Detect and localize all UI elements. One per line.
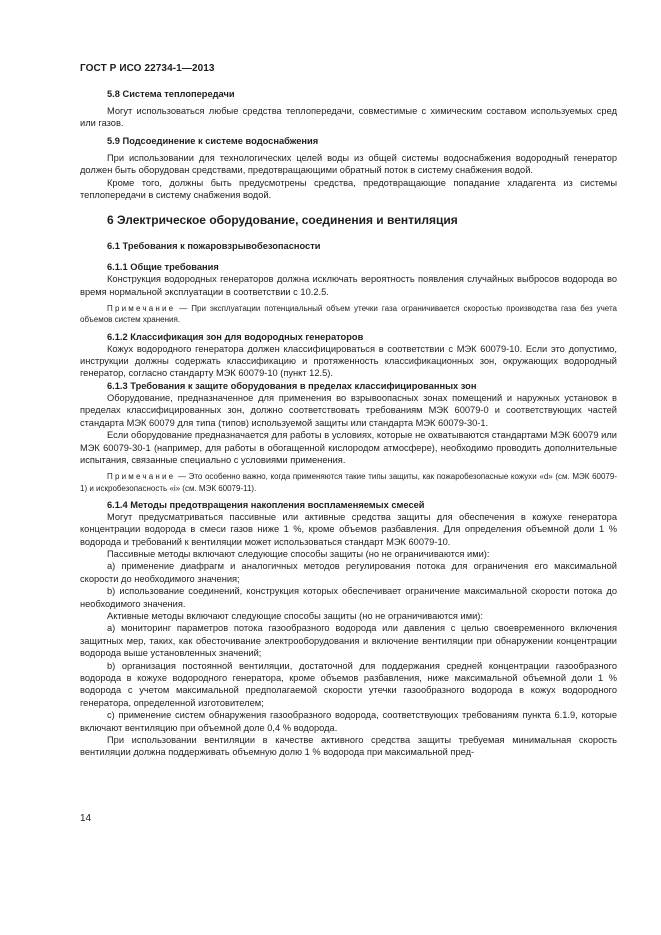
section-6-1-2-title: 6.1.2 Классификация зон для водородных генераторов (107, 331, 364, 342)
section-6-1-3-paragraph-2: Если оборудование предназначается для работы в условиях, которые не охватываются стандартами МЭК 60079 или МЭК 60079-30-1 (например, для работы в обогащенной кислородом атмосфере), необходимо проводить дополнительные испытания, связанные специально с условиями применения. (80, 430, 617, 465)
section-6-1-3-note (80, 471, 617, 493)
note-text: — Это особенно важно, когда применяются такие типы защиты, как пожаробезопасные кожухи «d» (см. МЭК 60079-1) и искробезопасность «i» (см. МЭК 60079-11). (80, 472, 617, 493)
section-6-1-4-paragraph-3: Активные методы включают следующие способы защиты (но не ограничиваются ими): (107, 610, 483, 621)
note-label: Примечание (107, 472, 176, 482)
section-6-1-1-title: 6.1.1 Общие требования (107, 262, 219, 273)
section-6-1-4-paragraph-4: При использовании вентиляции в качестве активного средства защиты требуемая минимальная скорость вентиляции должна поддерживать объемную долю 1 % водорода при максимальной пред- (80, 735, 617, 758)
section-6-1-title: 6.1 Требования к пожаровзрывобезопасности (107, 241, 321, 252)
page-number: 14 (80, 813, 92, 824)
section-6-1-4-paragraph-2: Пассивные методы включают следующие способы защиты (но не ограничиваются ими): (107, 548, 490, 559)
section-6-title: 6 Электрическое оборудование, соединения и вентиляция (107, 213, 458, 228)
section-6-1-4-paragraph-1: Могут предусматриваться пассивные или активные средства защиты для обеспечения в кожухе генератора концентрации водорода в смеси газов ниже 1 %, кроме объемов разбавления. Для определения объемной доли 1 % водорода и требований к вентиляции может использоваться стандарт МЭК 60079-10. (80, 511, 617, 547)
section-6-1-4-item-a-passive: а) применение диафрагм и аналогичных методов регулирования потока для ограничения его максимальной скорости до необходимого значения; (80, 561, 617, 584)
section-5-8-paragraph: Могут использоваться любые средства теплопередачи, совместимые с химическим составом используемых сред или газов. (80, 106, 617, 129)
section-6-1-4-item-b-passive: b) использование соединений, конструкция которых обеспечивает ограничение максимальной скорости потока до необходимого значения. (80, 586, 617, 609)
section-6-1-4-item-b-active: b) организация постоянной вентиляции, достаточной для поддержания средней концентрации газообразного водорода в кожухе водородного генератора, кроме объемов разбавления, ниже максимальной объемной доли 1 % водорода с учетом максимальной предполагаемой скорости утечки газообразного водорода в кожух водородного генератора, определенной изготовителем; (80, 660, 617, 708)
section-5-9-paragraph-1: При использовании для технологических целей воды из общей системы водоснабжения водородный генератор должен быть оборудован средствами, предотвращающими обратный поток в систему снабжения водой. (80, 152, 617, 176)
section-6-1-1-note (80, 303, 617, 325)
section-6-1-4-item-c-active: с) применение систем обнаружения газообразного водорода, соответствующих требованиям пункта 6.1.9, которые включают вентиляцию при объемной доле 0,4 % водорода. (80, 710, 617, 733)
section-6-1-3-title: 6.1.3 Требования к защите оборудования в пределах классифицированных зон (107, 380, 477, 391)
section-6-1-2-paragraph: Кожух водородного генератора должен классифицироваться в соответствии с МЭК 60079-10. Если это допустимо, инструкции должны содержать классификацию и протяженность классификационных зон, окружающих водородный генератор, согласно стандарту МЭК 60079-10 (пункт 12.5). (80, 343, 617, 379)
page-content (80, 85, 617, 759)
section-5-9-paragraph-2: Кроме того, должны быть предусмотрены средства, предотвращающие попадание хладагента из системы теплопередачи в систему снабжения водой. (80, 177, 617, 201)
section-5-8-title: 5.8 Система теплопередачи (107, 89, 235, 99)
section-5-9-title: 5.9 Подсоединение к системе водоснабжения (107, 135, 319, 146)
section-6-1-4-title: 6.1.4 Методы предотвращения накопления воспламеняемых смесей (107, 499, 425, 510)
document-header: ГОСТ Р ИСО 22734-1—2013 (80, 63, 215, 74)
section-6-1-3-paragraph-1: Оборудование, предназначенное для применения во взрывоопасных зонах помещений и наружных установок в пределах классифицированных зон, должно соответствовать требованиям МЭК 60079-0 и соответствующих частей стандарта МЭК 60079 для типа (типов) используемой защиты или стандарта МЭК 60079-30-1. (80, 392, 617, 428)
note-label: Примечание (107, 304, 176, 314)
note-text: — При эксплуатации потенциальный объем утечки газа ограничивается скоростью производства газа без учета объемов систем хранения. (80, 304, 617, 325)
section-6-1-4-item-a-active: а) мониторинг параметров потока газообразного водорода или давления с целью своевременного включения защитных мер, таких, как обесточивание электрооборудования и включение вентиляции при обнаружении концентрации водорода выше установленных значений; (80, 623, 617, 659)
section-6-1-1-paragraph: Конструкция водородных генераторов должна исключать вероятность появления случайных выбросов водорода во время нормальной эксплуатации в соответствии с 10.2.5. (80, 274, 617, 297)
